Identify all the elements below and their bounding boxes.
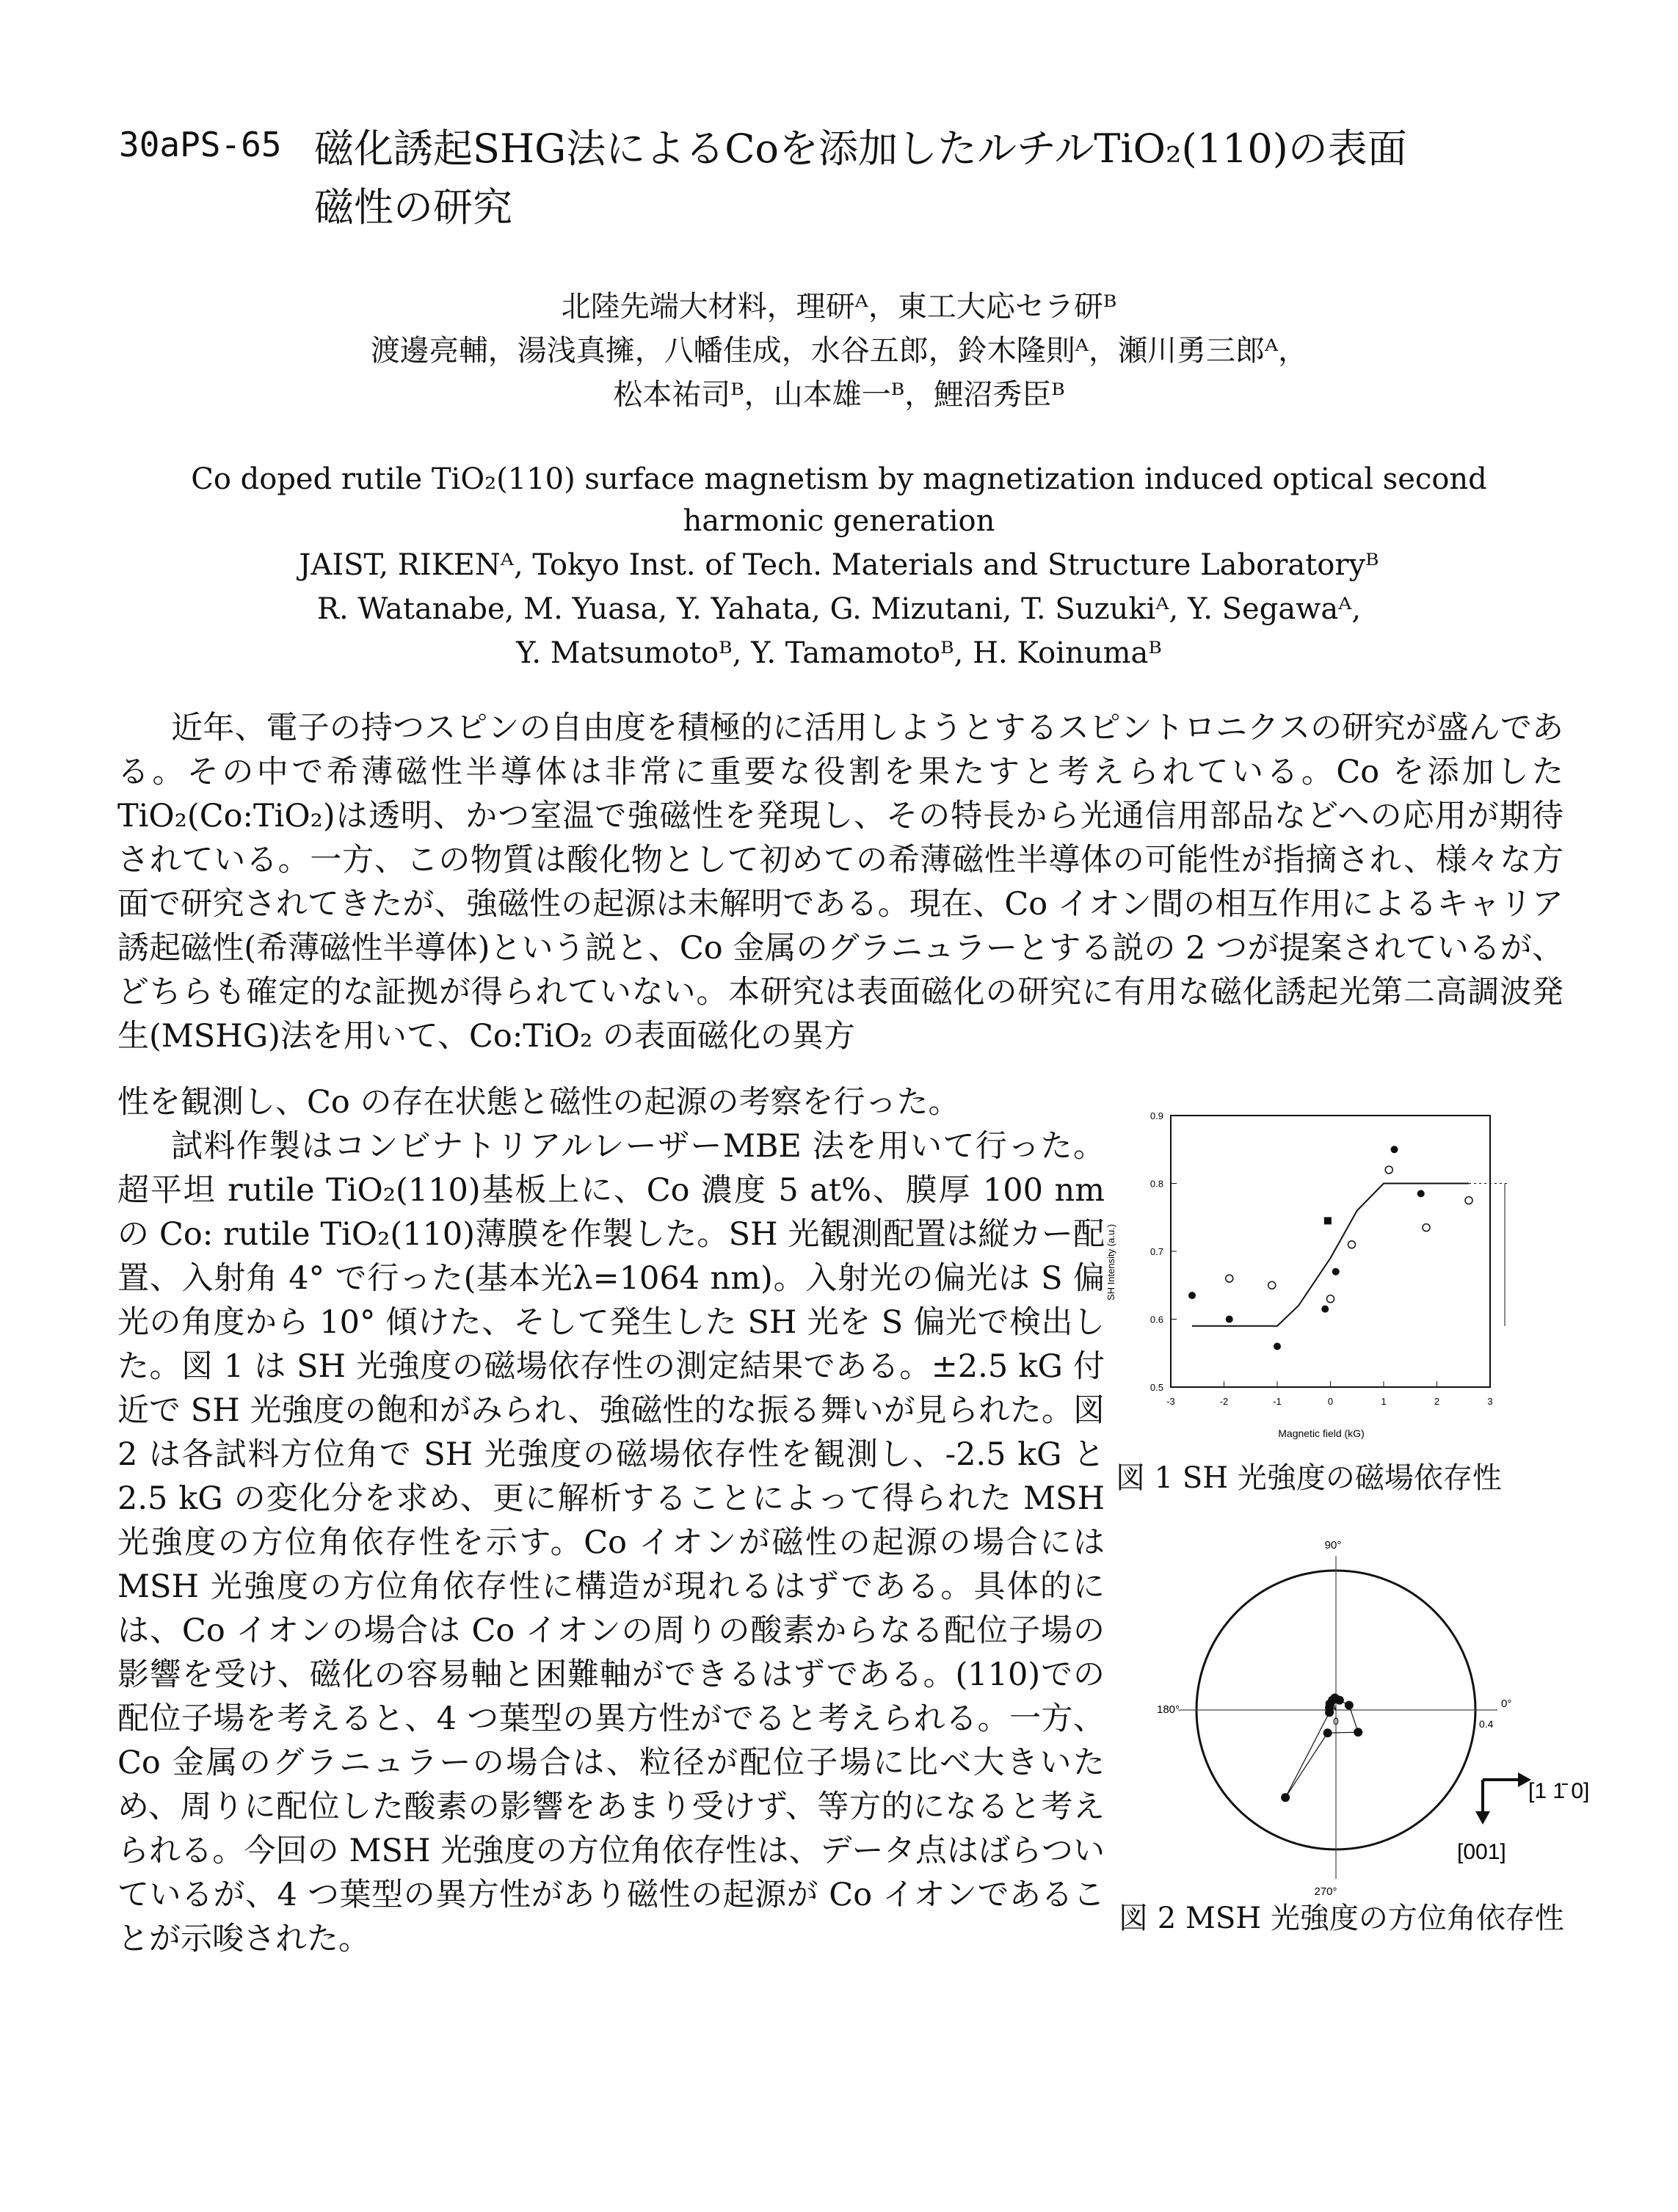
fig2-anisotropy-outline xyxy=(1285,1698,1358,1797)
fig1-data-point-open xyxy=(1423,1224,1430,1231)
jp-authors-line-2: 松本祐司ᴮ，山本雄一ᴮ，鯉沼秀臣ᴮ xyxy=(613,378,1065,412)
fig1-y-tick-label: 0.6 xyxy=(1149,1314,1163,1325)
abstract-code: 30aPS-65 xyxy=(119,125,282,164)
fig1-y-tick-label: 0.7 xyxy=(1149,1246,1163,1257)
paragraph-1-end: 性を観測し、Co の存在状態と磁性の起源の考察を行った。 xyxy=(117,1084,960,1121)
fig1-frame xyxy=(1171,1116,1490,1387)
fig1-xlabel: Magnetic field (kG) xyxy=(1278,1427,1365,1439)
fig1-data-point-open xyxy=(1385,1166,1392,1174)
orientation-arrow-icon xyxy=(1475,1772,1531,1824)
paragraph-2: 試料作製はコンビナトリアルレーザーMBE 法を用いて行った。超平坦 rutile TiO₂(110)基板上に、Co 濃度 5 at%、膜厚 100 nm の Co: rutile TiO₂(110)薄膜を作製した。SH 光観測配置は縦カー配置、入射角 4° で行った(基本光λ=1064 nm)。入射光の偏光は S 偏光の角度から 10° 傾けた、そして発生した SH 光を S 偏光で検出した。図 1 は SH 光強度の磁場依存性の測定結果である。±2.5 kG 付近で SH 光強度の飽和がみられ、強磁性的な振る舞いが見られた。図 2 は各試料方位角で SH 光強度の磁場依存性を観測し、-2.5 kG と 2.5 kG の変化分を求め、更に解析することによって得られた MSH 光強度の方位角依存性を示す。Co イオンが磁性の起源の場合には MSH 光強度の方位角依存性に構造が現れるはずである。具体的には、Co イオンの場合は Co イオンの周りの酸素からなる配位子場の影響を受け、磁化の容易軸と困難軸ができるはずである。(110)での配位子場を考えると、4 つ葉型の異方性がでると考えられる。一方、Co 金属のグラニュラーの場合は、粒径が配位子場に比べ大きいため、周りに配位した酸素の影響をあまり受けず、等方的になると考えられる。今回の MSH 光強度の方位角依存性は、データ点はばらついているが、4 つ葉型の異方性があり磁性の起源が Co イオンであることが示唆された。 xyxy=(117,1128,1105,1957)
jp-authors-line-1: 渡邊亮輔，湯浅真擁，八幡佳成，水谷五郎，鈴木隆則ᴬ，瀬川勇三郎ᴬ， xyxy=(370,334,1308,368)
fig1-data-point-open xyxy=(1226,1275,1233,1282)
fig2-data-point xyxy=(1335,1696,1344,1705)
fig1-x-tick-label: 3 xyxy=(1487,1396,1493,1407)
fig1-x-tick-label: -2 xyxy=(1219,1396,1229,1407)
fig1-data-point-filled xyxy=(1321,1306,1329,1313)
axis-label-001: [001] xyxy=(1457,1840,1506,1864)
fig1-data xyxy=(1188,1146,1508,1350)
fig1-x-tick-label: 1 xyxy=(1381,1396,1387,1407)
fig1-x-tick-label: -3 xyxy=(1166,1396,1175,1407)
fig1-y-tick-label: 0.9 xyxy=(1149,1110,1163,1121)
en-authors-line-1: R. Watanabe, M. Yuasa, Y. Yahata, G. Mizutani, T. Suzukiᴬ, Y. Segawaᴬ, xyxy=(316,592,1362,626)
polar-label-0: 0° xyxy=(1501,1698,1512,1710)
fig1-y-tick-label: 0.8 xyxy=(1149,1178,1163,1190)
fig1-data-point-square xyxy=(1324,1217,1332,1224)
title-line-1: 磁化誘起SHG法によるCoを添加したルチルTiO₂(110)の表面 xyxy=(314,125,1407,172)
fig1-axes xyxy=(1150,1110,1493,1407)
figure-2-caption: 図 2 MSH 光強度の方位角依存性 xyxy=(1119,1902,1564,1935)
figure-1-caption: 図 1 SH 光強度の磁場依存性 xyxy=(1116,1461,1502,1495)
fig1-x-tick-label: 0 xyxy=(1327,1396,1334,1407)
en-affiliations: JAIST, RIKENᴬ, Tokyo Inst. of Tech. Materials and Structure Laboratoryᴮ xyxy=(299,548,1379,582)
fig1-data-point-open xyxy=(1268,1281,1276,1289)
fig1-ylabel: SH Intensity (a.u.) xyxy=(1105,1223,1116,1301)
fig2-data-point xyxy=(1326,1700,1334,1709)
title-line-2: 磁性の研究 xyxy=(314,184,512,230)
fig1-data-point-open xyxy=(1348,1241,1356,1248)
polar-label-center: 0 xyxy=(1333,1715,1339,1727)
fig1-data-point-open xyxy=(1465,1197,1472,1204)
fig2-data-point xyxy=(1281,1793,1290,1802)
fig2-data-point xyxy=(1323,1728,1332,1737)
figure-1-sh-intensity-plot xyxy=(1101,1086,1519,1446)
fig1-data-point-filled xyxy=(1332,1268,1340,1276)
jp-affiliations: 北陸先端大材料，理研ᴬ，東工大応セラ研ᴮ xyxy=(561,290,1117,324)
fig2-data-point xyxy=(1345,1701,1354,1710)
polar-label-180: 180° xyxy=(1157,1703,1180,1716)
fig2-data-point xyxy=(1354,1728,1362,1736)
en-title-line-2: harmonic generation xyxy=(683,504,995,538)
fig1-data-point-open xyxy=(1327,1295,1334,1303)
axis-label-1-10: [1 1̄ 0] xyxy=(1528,1779,1590,1803)
fig1-data-point-filled xyxy=(1274,1343,1281,1350)
fig1-data-point-filled xyxy=(1391,1146,1398,1153)
polar-label-270: 270° xyxy=(1314,1885,1337,1898)
polar-label-90: 90° xyxy=(1324,1539,1342,1551)
fig1-data-point-filled xyxy=(1417,1190,1425,1197)
fig1-x-tick-label: 2 xyxy=(1434,1396,1440,1407)
figure-2-polar-plot xyxy=(1116,1527,1630,1908)
paragraph-1: 近年、電子の持つスピンの自由度を積極的に活用しようとするスピントロニクスの研究が盛んである。その中で希薄磁性半導体は非常に重要な役割を果たすと考えられている。Co を添加した TiO₂(Co:TiO₂)は透明、かつ室温で強磁性を発現し、その特長から光通信用部品などへの応用が期待されている。一方、この物質は酸化物として初めての希薄磁性半導体の可能性が指摘され、様々な方面で研究されてきたが、強磁性の起源は未解明である。現在、Co イオン間の相互作用によるキャリア誘起磁性(希薄磁性半導体)という説と、Co 金属のグラニュラーとする説の 2 つが提案されているが、どちらも確定的な証拠が得られていない。本研究は表面磁化の研究に有用な磁化誘起光第二高調波発生(MSHG)法を用いて、Co:TiO₂ の表面磁化の異方 xyxy=(117,710,1563,1055)
fig1-x-tick-label: -1 xyxy=(1273,1396,1282,1407)
en-title-line-1: Co doped rutile TiO₂(110) surface magnetism by magnetization induced optical second xyxy=(191,462,1487,496)
fig1-data-point-filled xyxy=(1188,1292,1196,1299)
fig1-y-tick-label: 0.5 xyxy=(1149,1382,1163,1393)
en-authors-line-2: Y. Matsumotoᴮ, Y. Tamamotoᴮ, H. Koinumaᴮ xyxy=(516,636,1162,670)
fig1-fit-line xyxy=(1192,1184,1469,1326)
fig1-data-point-filled xyxy=(1226,1316,1233,1323)
polar-label-04: 0.4 xyxy=(1479,1718,1494,1730)
